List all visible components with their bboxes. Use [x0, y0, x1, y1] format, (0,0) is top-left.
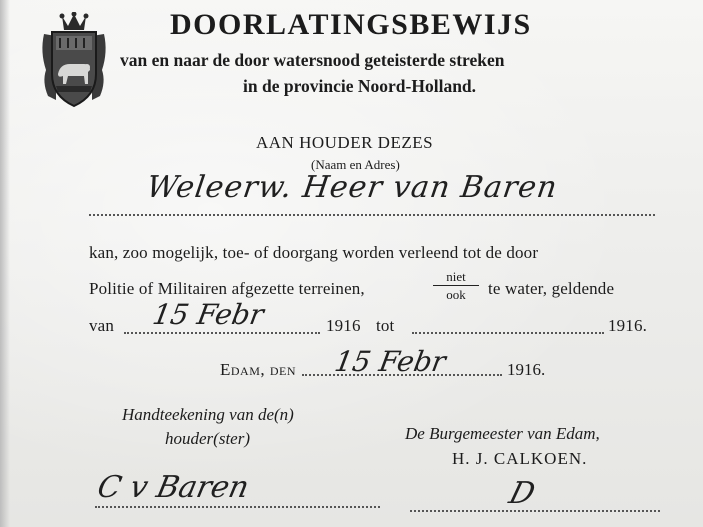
holder-signature-label-line-2: houder(ster) — [165, 429, 250, 448]
handwritten-issue-date: 15 Febr — [332, 345, 449, 378]
name-dotted-line — [89, 214, 655, 216]
from-date-dotted-line — [124, 332, 320, 334]
mayor-name: H. J. CALKOEN. — [452, 449, 588, 468]
document-title: DOORLATINGSBEWIJS — [170, 8, 532, 41]
handwritten-from-date: 15 Febr — [150, 298, 267, 331]
page-edge-shadow — [0, 0, 10, 527]
van-label: van — [89, 316, 114, 335]
mayor-signature: D — [505, 476, 539, 511]
fraction-bar — [433, 285, 479, 286]
holder-signature: C v Baren — [94, 470, 253, 505]
year-from: 1916 — [326, 316, 361, 335]
holder-signature-label-line-1: Handteekening van de(n) — [122, 405, 294, 424]
holder-signature-dotted-line — [95, 506, 380, 508]
fraction-top: niet — [446, 269, 466, 284]
issue-year: 1916. — [507, 360, 546, 379]
subtitle-line-1: van en naar de door watersnood geteisterde streken — [120, 50, 505, 70]
addressee-heading: AAN HOUDER DEZES — [256, 133, 434, 152]
mayor-signature-dotted-line — [410, 510, 660, 512]
fraction-bottom: ook — [446, 287, 466, 302]
coat-of-arms-icon — [38, 12, 110, 108]
year-to: 1916. — [608, 316, 647, 335]
body-line-2-end: te water, geldende — [488, 279, 615, 298]
mayor-label: De Burgemeester van Edam, — [405, 424, 600, 443]
addressee-hint: (Naam en Adres) — [311, 157, 400, 172]
place-date-label: Edam, den — [220, 360, 297, 379]
body-line-2: Politie of Militairen afgezette terreinen, — [89, 279, 365, 298]
subtitle-line-2: in de provincie Noord-Holland. — [243, 76, 477, 96]
handwritten-name: Weleerw. Heer van Baren — [144, 170, 560, 205]
body-line-1: kan, zoo mogelijk, toe- of doorgang worden verleend tot de door — [89, 243, 539, 262]
to-date-dotted-line — [412, 332, 604, 334]
tot-label: tot — [376, 316, 395, 335]
niet-ook-fraction — [429, 269, 483, 302]
